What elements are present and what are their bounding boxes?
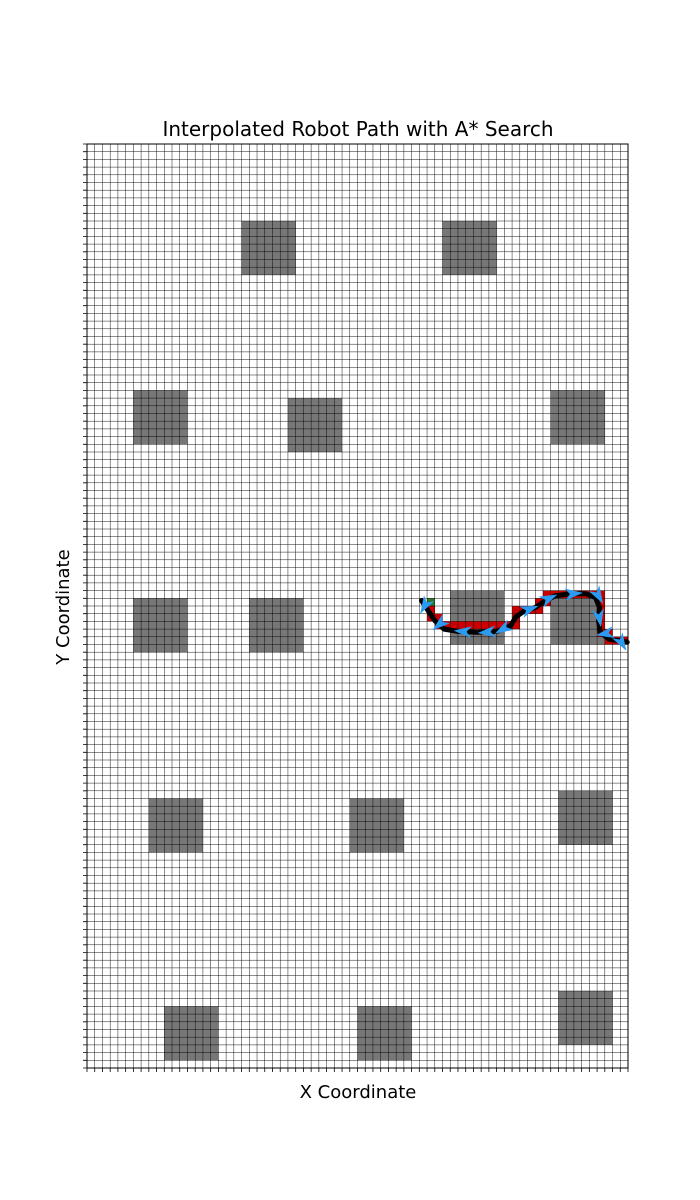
obstacle bbox=[558, 991, 612, 1045]
x-axis-label: X Coordinate bbox=[299, 1082, 417, 1103]
path-cell bbox=[458, 621, 466, 629]
obstacle bbox=[164, 1006, 218, 1060]
path-cell bbox=[481, 621, 489, 629]
obstacle bbox=[288, 398, 342, 452]
obstacle bbox=[249, 598, 303, 652]
obstacle bbox=[443, 221, 497, 275]
chart-title: Interpolated Robot Path with A* Search bbox=[162, 117, 554, 141]
obstacle bbox=[450, 591, 504, 645]
plot-area bbox=[83, 144, 631, 1072]
path-cell bbox=[473, 621, 481, 629]
obstacle bbox=[133, 390, 187, 444]
obstacle bbox=[242, 221, 296, 275]
obstacle bbox=[149, 799, 203, 853]
grid-lines bbox=[87, 144, 628, 1068]
obstacle bbox=[133, 598, 187, 652]
obstacle bbox=[358, 1006, 412, 1060]
obstacle bbox=[551, 390, 605, 444]
obstacle bbox=[350, 799, 404, 853]
obstacle bbox=[558, 791, 612, 845]
y-axis-label: Y Coordinate bbox=[53, 549, 74, 665]
